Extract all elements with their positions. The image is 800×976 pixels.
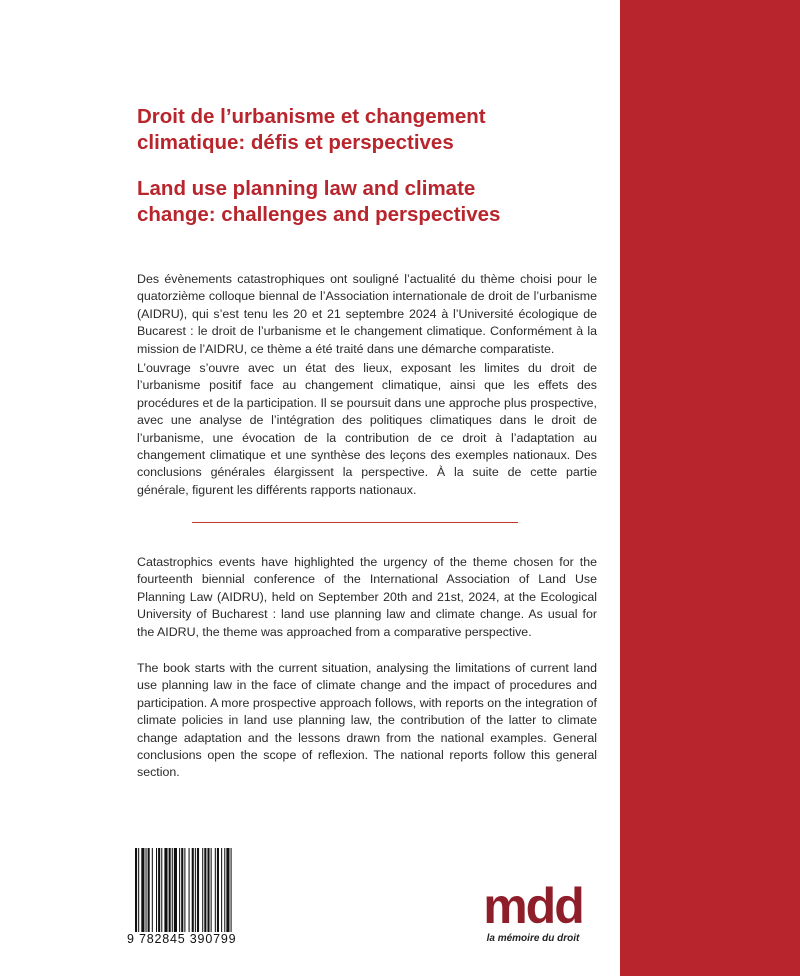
red-side-stripe xyxy=(620,0,800,976)
french-title xyxy=(137,104,607,156)
mdd-logo-text: mdd xyxy=(483,878,583,933)
english-paragraph-2: The book starts with the current situation, analysing the limitations of current land use planning law in the face of climate change and the impact of procedures and participation. A more prospective approach follows, with reports on the integration of climate policies in land use planning law, the contribution of the latter to climate change adaptation and the lessons drawn from the national examples. General conclusions open the scope of reflexion. The national reports follow this general section. xyxy=(137,661,597,780)
publisher-tagline: la mémoire du droit xyxy=(486,933,580,944)
isbn-barcode xyxy=(127,848,255,940)
barcode-bars xyxy=(127,848,255,932)
french-title-line2: climatique: défis et perspectives xyxy=(137,131,454,154)
french-paragraph-1: Des évènements catastrophiques ont souligné l’actualité du thème choisi pour le quatorzième colloque biennal de l’Association internationale de droit de l’urbanisme (AIDRU), qui s’est tenu les 20 et 21 septembre 2024 à l’Université écologique de Bucarest : le droit de l’urbanisme et le changement climatique. Conformément à la mission de l’AIDRU, ce thème a été traité dans une démarche comparatiste. xyxy=(137,272,597,356)
english-paragraph-1: Catastrophics events have highlighted the urgency of the theme chosen for the fourteenth biennial conference of the International Association of Land Use Planning Law (AIDRU), held on September 20th and 21st, 2024, at the Ecological University of Bucharest : land use planning law and climate change. As usual for the AIDRU, the theme was approached from a comparative perspective. xyxy=(137,555,597,639)
french-paragraph-2: L’ouvrage s’ouvre avec un état des lieux, exposant les limites du droit de l’urbanisme positif face au changement climatique, ainsi que les effets des procédures et de la participation. Il se poursuit dans une approche plus prospective, avec une analyse de l’intégration des politiques climatiques dans le droit de l’urbanisme, une évocation de la contribution de ce droit à l’adaptation au changement climatique et une synthèse des leçons des exemples nationaux. Des conclusions générales élargissent la perspective. À la suite de cette partie générale, figurent les différents rapports nationaux. xyxy=(137,361,597,497)
mdd-logo-icon xyxy=(478,873,588,933)
english-title-line1: Land use planning law and climate xyxy=(137,177,476,200)
section-divider xyxy=(192,522,518,523)
barcode-number: 9 782845 390799 xyxy=(127,932,255,946)
english-title xyxy=(137,176,607,228)
english-title-line2: change: challenges and perspectives xyxy=(137,203,501,226)
french-title-line1: Droit de l’urbanisme et changement xyxy=(137,105,486,128)
